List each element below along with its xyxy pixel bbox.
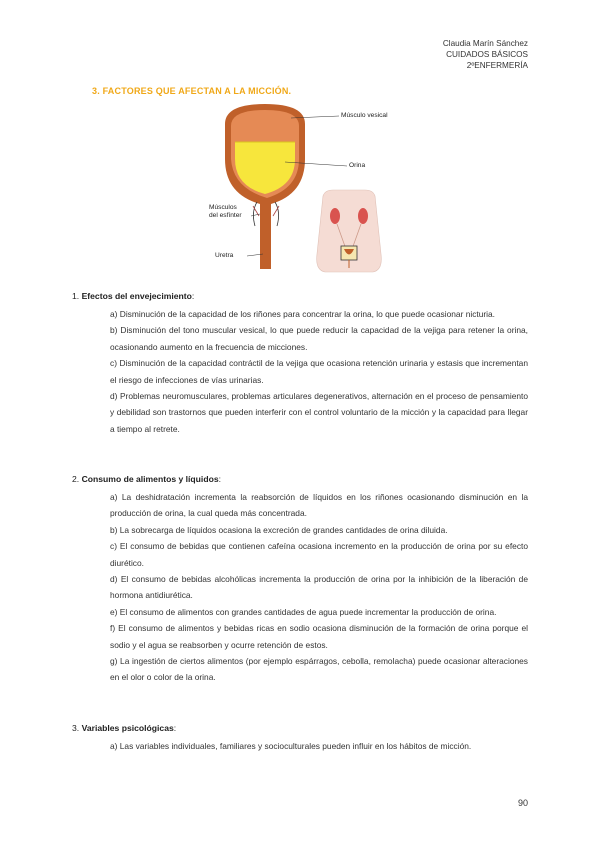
list-item: a) Disminución de la capacidad de los riñones para concentrar la orina, lo que puede ocasionar nicturia.: [110, 309, 496, 319]
section-aging: [72, 290, 528, 437]
author-name: Claudia Marín Sánchez: [442, 39, 528, 48]
list-item: a) Las variables individuales, familiares y socioculturales pueden influir en los hábitos de micción.: [110, 741, 472, 751]
section-heading: 1. Efectos del envejecimiento:: [72, 291, 195, 301]
page-number: 90: [517, 798, 528, 808]
list-item: c) El consumo de bebidas que contienen cafeína ocasiona incremento en la producción de orina por su efecto diurético.: [110, 541, 528, 568]
section-heading-title: Efectos del envejecimiento: [81, 291, 192, 301]
list-item: b) Disminución del tono muscular vesical, lo que puede reducir la capacidad de la vejiga para retener la orina, ocasionando aumento en la frecuencia de micciones.: [110, 325, 528, 352]
list-item: g) La ingestión de ciertos alimentos (por ejemplo espárragos, cebolla, remolacha) puede ocasionar alteraciones en el olor o color de la orina.: [110, 656, 528, 683]
label-sphincter-1: Músculos: [209, 204, 237, 211]
label-muscle: Músculo vesical: [341, 112, 388, 119]
page-header: [443, 38, 528, 71]
label-sphincter-2: del esfínter: [209, 212, 242, 219]
list-item: a) La deshidratación incrementa la reabsorción de líquidos en los riñones ocasionando disminución en la producción de orina, la cual queda más concentrada.: [110, 492, 528, 519]
section-heading: 3. Variables psicológicas:: [72, 723, 177, 733]
list-item: d) El consumo de bebidas alcohólicas incrementa la producción de orina por la inhibición de la liberación de hormona antidiurética.: [110, 574, 528, 601]
list-item: d) Problemas neuromusculares, problemas articulares degenerativos, alternación en el proceso de pensamiento y debilidad son trastornos que pueden interferir con el control voluntario de la micción y la capacidad para llegar a tiempo al retrete.: [110, 391, 528, 434]
section-heading: 2. Consumo de alimentos y líquidos:: [72, 474, 221, 484]
section-heading-title: Variables psicológicas: [81, 723, 174, 733]
bladder-anatomy-drawing: [205, 104, 395, 274]
label-urethra: Uretra: [215, 252, 234, 259]
list-item: e) El consumo de alimentos con grandes cantidades de agua puede incrementar la producción de orina.: [110, 606, 497, 617]
course-level: 2ºENFERMERÍA: [466, 61, 528, 70]
section-food-liquids: [72, 473, 528, 686]
list-item: c) Disminución de la capacidad contráctil de la vejiga que ocasiona retención urinaria y estasis que incrementan el riesgo de infecciones de vías urinarias.: [110, 358, 528, 385]
section-heading-title: Consumo de alimentos y líquidos: [81, 474, 219, 484]
course-name: CUIDADOS BÁSICOS: [446, 50, 528, 59]
label-urine: Orina: [349, 162, 366, 169]
list-item: f) El consumo de alimentos y bebidas ricas en sodio ocasiona disminución de la formación de orina porque el sodio y el agua se reabsorben y ocurre retención de estos.: [110, 623, 528, 650]
bladder-illustration: [205, 104, 395, 274]
section-title: 3. FACTORES QUE AFECTAN A LA MICCIÓN.: [92, 86, 292, 96]
section-psychological: [72, 722, 528, 754]
list-item: b) La sobrecarga de líquidos ocasiona la excreción de grandes cantidades de orina diluida.: [110, 524, 448, 535]
